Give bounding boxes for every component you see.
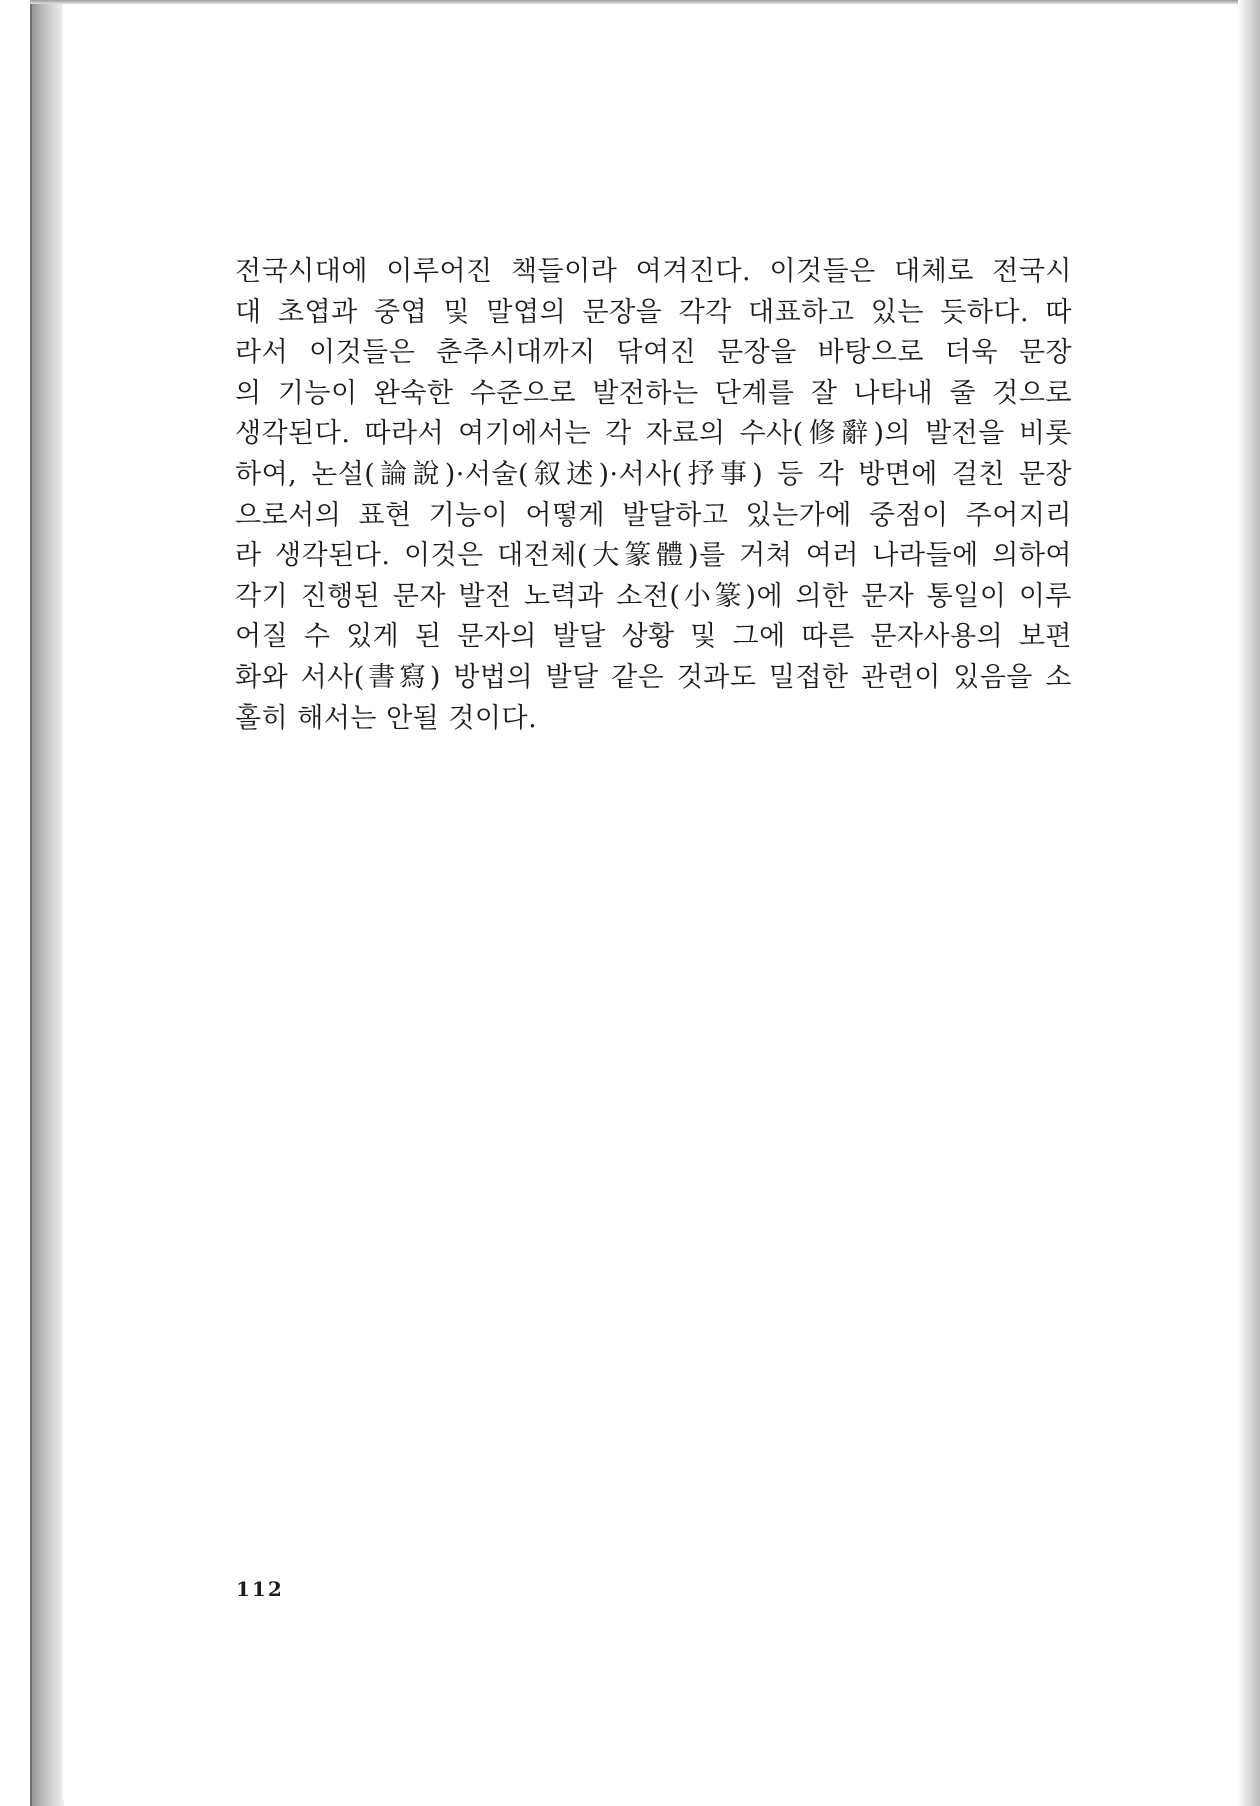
text-line: 화와 서사(書寫) 방법의 발달 같은 것과도 밀접한 관련이 있음을 소 <box>235 661 1072 693</box>
text-line: 전국시대에 이루어진 책들이라 여겨진다. 이것들은 대체로 전국시 <box>235 256 1072 287</box>
page-right-shadow <box>1238 0 1260 1806</box>
page-number: 112 <box>236 1577 284 1601</box>
page-stack-border <box>30 0 32 1806</box>
text-line: 라서 이것들은 춘추시대까지 닦여진 문장을 바탕으로 더욱 문장 <box>235 337 1072 369</box>
text-line: 각기 진행된 문자 발전 노력과 소전(小篆)에 의한 문자 통일이 이루 <box>235 580 1072 612</box>
text-line: 대 초엽과 중엽 및 말엽의 문장을 각각 대표하고 있는 듯하다. 따 <box>235 296 1072 328</box>
text-line: 라 생각된다. 이것은 대전체(大篆體)를 거쳐 여러 나라들에 의하여 <box>235 540 1072 572</box>
text-line: 생각된다. 따라서 여기에서는 각 자료의 수사(修辭)의 발전을 비롯 <box>235 418 1072 450</box>
text-line: 의 기능이 완숙한 수준으로 발전하는 단계를 잘 나타내 줄 것으로 <box>235 377 1072 409</box>
page-stack-edge <box>30 0 64 1806</box>
text-line: 홀히 해서는 안될 것이다. <box>235 702 538 734</box>
text-line: 으로서의 표현 기능이 어떻게 발달하고 있는가에 중점이 주어지리 <box>235 499 1072 531</box>
text-line: 하여, 논설(論說)·서술(叙述)·서사(抒事) 등 각 방면에 걸친 문장 <box>235 458 1072 490</box>
text-line: 어질 수 있게 된 문자의 발달 상황 및 그에 따른 문자사용의 보편 <box>235 621 1072 653</box>
body-text <box>235 252 1072 739</box>
